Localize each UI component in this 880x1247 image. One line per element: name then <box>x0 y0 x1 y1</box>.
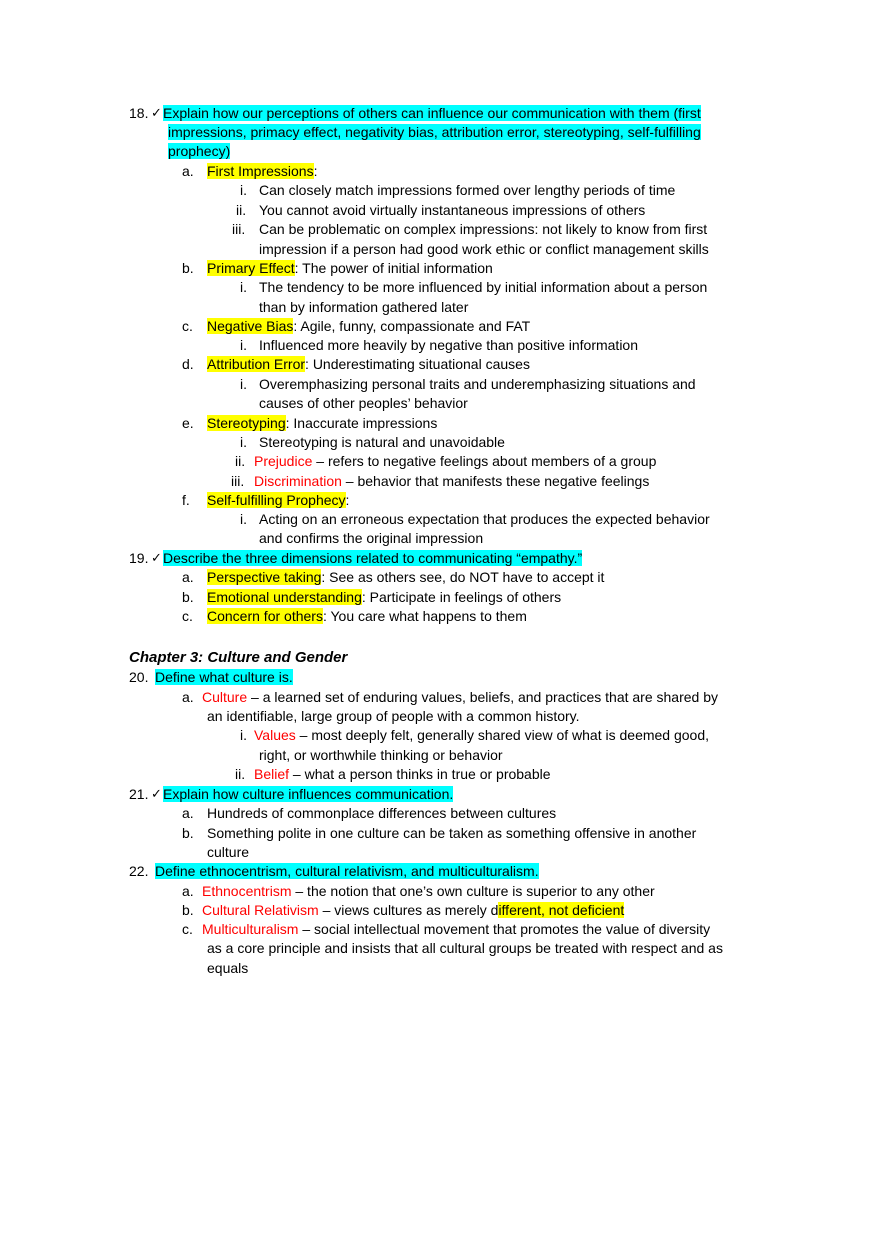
q18-a-iii-line2: impression if a person had good work ethic or conflict management skills <box>259 241 709 257</box>
q21-question: Explain how culture influences communication. <box>163 786 454 802</box>
list-marker: c. <box>182 318 193 334</box>
q20-a-ii: Belief – what a person thinks in true or probable <box>254 766 551 782</box>
q18-a-ii: You cannot avoid virtually instantaneous impressions of others <box>259 202 646 218</box>
q22-a: Ethnocentrism – the notion that one’s own culture is superior to any other <box>202 883 655 899</box>
list-marker: b. <box>182 260 194 276</box>
q19-number: 19. <box>129 550 149 566</box>
list-marker: ii. <box>236 202 247 218</box>
q19-a: Perspective taking: See as others see, do NOT have to accept it <box>207 569 605 585</box>
q22-question: Define ethnocentrism, cultural relativism, and multiculturalism. <box>155 863 539 879</box>
list-marker: i. <box>240 511 247 527</box>
q22-c-line2: as a core principle and insists that all cultural groups be treated with respect and as <box>207 940 723 956</box>
list-marker: a. <box>182 689 194 705</box>
list-marker: b. <box>182 589 194 605</box>
chapter-heading: Chapter 3: Culture and Gender <box>129 649 348 666</box>
q18-c-negative-bias: Negative Bias: Agile, funny, compassionate and FAT <box>207 318 531 334</box>
q18-number: 18. <box>129 105 149 121</box>
q22-number: 22. <box>129 863 149 879</box>
list-marker: c. <box>182 608 193 624</box>
q18-e-ii: Prejudice – refers to negative feelings about members of a group <box>254 453 657 469</box>
q18-question-line3: prophecy) <box>168 143 231 159</box>
list-marker: a. <box>182 805 194 821</box>
list-marker: i. <box>240 279 247 295</box>
q18-e-iii: Discrimination – behavior that manifests these negative feelings <box>254 473 650 489</box>
list-marker: i. <box>240 337 247 353</box>
q20-a-i-line2: right, or worthwhile thinking or behavior <box>259 747 503 763</box>
q18-question-line1: Explain how our perceptions of others can influence our communication with them (first <box>163 105 701 121</box>
q18-a-first-impressions: First Impressions: <box>207 163 318 179</box>
q18-b-i-line2: than by information gathered later <box>259 299 469 315</box>
q18-f-i-line2: and confirms the original impression <box>259 530 484 546</box>
q22-c-line1: Multiculturalism – social intellectual movement that promotes the value of diversity <box>202 921 711 937</box>
list-marker: i. <box>240 434 247 450</box>
list-marker: f. <box>182 492 190 508</box>
q19-b: Emotional understanding: Participate in feelings of others <box>207 589 562 605</box>
list-marker: ii. <box>235 453 246 469</box>
q18-f-self-fulfilling: Self-fulfilling Prophecy: <box>207 492 350 508</box>
list-marker: c. <box>182 921 193 937</box>
q21-b-line2: culture <box>207 844 250 860</box>
q18-a-iii-line1: Can be problematic on complex impressions: not likely to know from first <box>259 221 708 237</box>
q22-c-line3: equals <box>207 960 249 976</box>
list-marker: d. <box>182 356 194 372</box>
q18-a-i: Can closely match impressions formed over lengthy periods of time <box>259 182 676 198</box>
q20-question: Define what culture is. <box>155 669 293 685</box>
checkmark-icon: ✓ <box>151 551 162 566</box>
q20-a-line2: an identifiable, large group of people with a common history. <box>207 708 580 724</box>
list-marker: iii. <box>231 473 245 489</box>
list-marker: i. <box>240 727 247 743</box>
q18-d-i-line1: Overemphasizing personal traits and underemphasizing situations and <box>259 376 696 392</box>
q18-d-attribution-error: Attribution Error: Underestimating situational causes <box>207 356 530 372</box>
list-marker: b. <box>182 825 194 841</box>
q18-e-stereotyping: Stereotyping: Inaccurate impressions <box>207 415 438 431</box>
q18-f-i-line1: Acting on an erroneous expectation that produces the expected behavior <box>259 511 710 527</box>
q20-a-i-line1: Values – most deeply felt, generally shared view of what is deemed good, <box>254 727 710 743</box>
list-marker: i. <box>240 182 247 198</box>
q22-b: Cultural Relativism – views cultures as merely different, not deficient <box>202 902 625 918</box>
list-marker: b. <box>182 902 194 918</box>
list-marker: a. <box>182 163 194 179</box>
q19-question: Describe the three dimensions related to communicating “empathy.” <box>163 550 583 566</box>
q21-a: Hundreds of commonplace differences between cultures <box>207 805 557 821</box>
q19-c: Concern for others: You care what happens to them <box>207 608 527 624</box>
list-marker: a. <box>182 569 194 585</box>
list-marker: ii. <box>235 766 246 782</box>
q18-question-line2: impressions, primacy effect, negativity bias, attribution error, stereotyping, self-fulfilling <box>168 124 701 140</box>
list-marker: iii. <box>232 221 246 237</box>
checkmark-icon: ✓ <box>151 106 162 121</box>
q21-number: 21. <box>129 786 149 802</box>
checkmark-icon: ✓ <box>151 787 162 802</box>
q20-number: 20. <box>129 669 149 685</box>
list-marker: i. <box>240 376 247 392</box>
q18-c-i: Influenced more heavily by negative than positive information <box>259 337 638 353</box>
q21-b-line1: Something polite in one culture can be taken as something offensive in another <box>207 825 697 841</box>
q18-b-i-line1: The tendency to be more influenced by initial information about a person <box>259 279 708 295</box>
q18-b-primary-effect: Primary Effect: The power of initial information <box>207 260 493 276</box>
q18-e-i: Stereotyping is natural and unavoidable <box>259 434 505 450</box>
list-marker: a. <box>182 883 194 899</box>
q18-d-i-line2: causes of other peoples’ behavior <box>259 395 468 411</box>
q20-a-line1: Culture – a learned set of enduring values, beliefs, and practices that are shared by <box>202 689 718 705</box>
list-marker: e. <box>182 415 194 431</box>
